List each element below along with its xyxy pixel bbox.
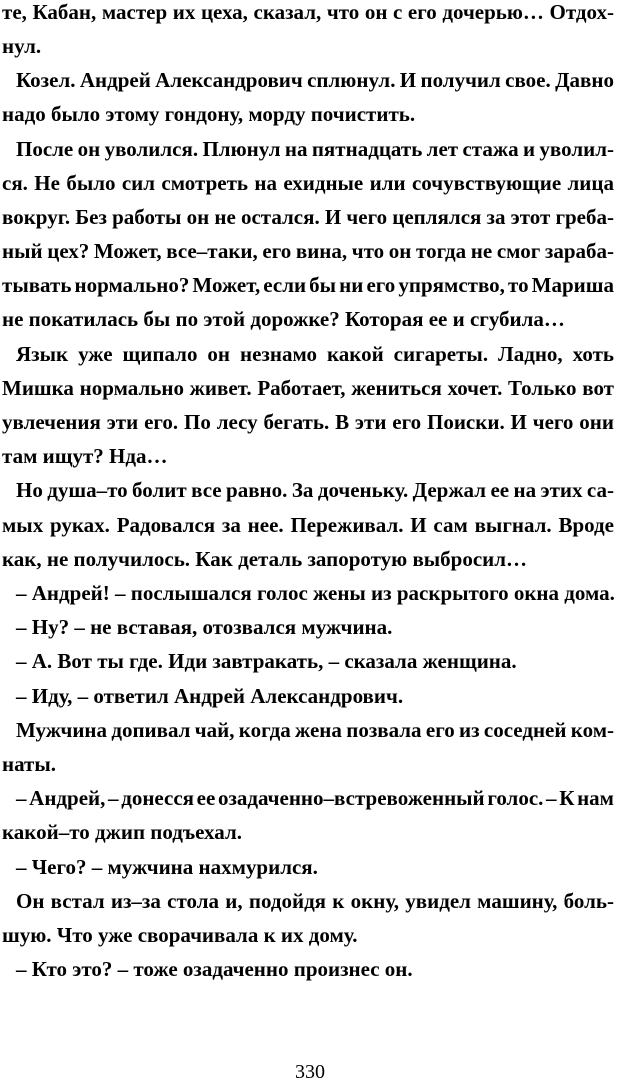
text-line: – Ну? – не вставая, отозвался мужчина. [16,615,393,639]
text-line: как, не получилось. Как деталь запоротую выбросил… [2,547,528,571]
text-line: надо было этому гондону, морду почистить. [2,102,416,126]
text-line: – Иду, – ответил Андрей Александрович. [16,684,404,708]
page-number: 330 [295,1061,325,1083]
text-line: – Андрей! – послышался голос жены из раскрытого окна дома. [16,581,615,605]
text-line: шую. Что уже сворачивала к их дому. [2,923,358,947]
text-line: – Андрей, – донесся ее озадаченно–встревоженный голос. – К нам [16,786,614,810]
text-line: – А. Вот ты где. Иди завтракать, – сказала женщина. [16,649,517,673]
text-line: – Чего? – мужчина нахмурился. [16,855,318,879]
text-line: Мишка нормально живет. Работает, жениться хочет. Только вот [2,376,614,400]
text-line: тывать нормально? Может, если бы ни его упрямство, то Мариша [2,273,614,297]
text-line: вокруг. Без работы он не остался. И чего цеплялся за этот греба- [2,205,614,229]
text-line: ся. Не было сил смотреть на ехидные или сочувствующие лица [2,171,614,195]
text-line: увлечения эти его. По лесу бегать. В эти его Поиски. И чего они [2,410,614,434]
text-line: нул. [2,34,42,58]
text-line: Мужчина допивал чай, когда жена позвала его из соседней ком- [16,718,614,742]
text-line: там ищут? Нда… [2,444,168,468]
text-line: наты. [2,752,57,776]
text-line: те, Кабан, мастер их цеха, сказал, что он с его дочерью… Отдох- [2,0,614,24]
text-line: – Кто это? – тоже озадаченно произнес он. [16,957,413,981]
text-line: После он уволился. Плюнул на пятнадцать лет стажа и уволил- [16,137,614,161]
text-line: не покатилась бы по этой дорожке? Которая ее и сгубила… [2,307,565,331]
text-line: мых руках. Радовался за нее. Переживал. И сам выгнал. Вроде [2,513,614,537]
text-line: какой–то джип подъехал. [2,820,242,844]
text-line: Язык уже щипало он незнамо какой сигареты. Ладно, хоть [16,342,614,366]
text-line: Козел. Андрей Александрович сплюнул. И получил свое. Давно [16,68,614,92]
text-line: Он встал из–за стола и, подойдя к окну, увидел машину, боль- [16,889,614,913]
text-line: Но душа–то болит все равно. За доченьку. Держал ее на этих са- [16,478,614,502]
text-line: ный цех? Может, все–таки, его вина, что он тогда не смог зараба- [2,239,614,263]
